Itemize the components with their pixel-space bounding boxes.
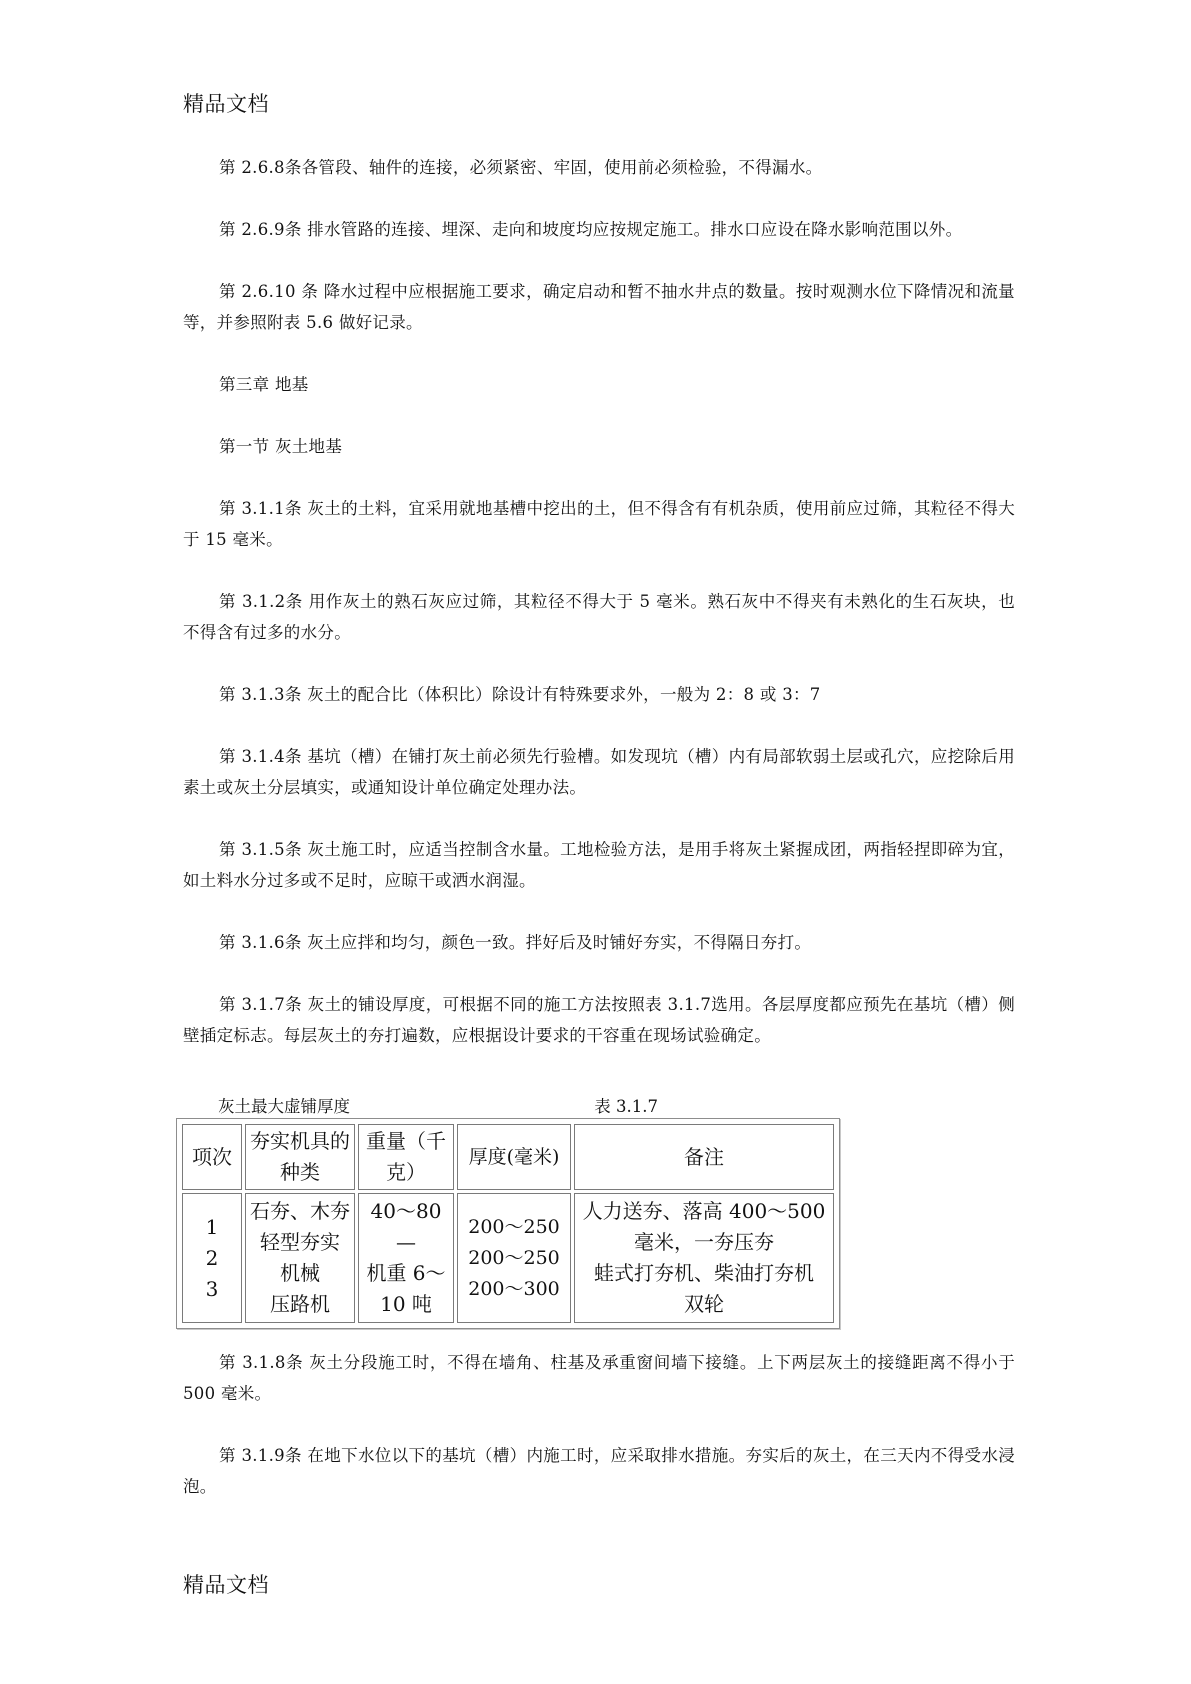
table-row	[182, 1193, 834, 1323]
table-header-row	[182, 1124, 834, 1190]
header-notes: 备注	[574, 1124, 834, 1190]
notes-line-3: 蛙式打夯机、柴油打夯机	[594, 1261, 814, 1285]
section-heading: 第一节 灰土地基	[219, 437, 343, 456]
paragraph-3-1-7: 第 3.1.7条 灰土的铺设厚度，可根据不同的施工方法按照表 3.1.7选用。各层厚度都应预先在基坑（槽）侧壁插定标志。每层灰土的夯打遍数，应根据设计要求的干容重在现场试验确定。	[183, 995, 1015, 1045]
table-title: 灰土最大虚铺厚度	[218, 1097, 350, 1116]
index-2: 2	[205, 1245, 219, 1270]
paragraph-3-1-6: 第 3.1.6条 灰土应拌和均匀，颜色一致。拌好后及时铺好夯实，不得隔日夯打。	[219, 933, 812, 952]
cell-notes	[574, 1193, 834, 1323]
weight-line-1: 40～80	[370, 1199, 442, 1223]
paragraph-3-1-9: 第 3.1.9条 在地下水位以下的基坑（槽）内施工时，应采取排水措施。夯实后的灰土，在三天内不得受水浸泡。	[183, 1446, 1015, 1496]
thickness-table	[179, 1121, 837, 1326]
table-number: 表 3.1.7	[594, 1097, 658, 1116]
paragraph-2-6-9: 第 2.6.9条 排水管路的连接、埋深、走向和坡度均应按规定施工。排水口应设在降水影响范围以外。	[219, 220, 963, 239]
tool-line-1: 石夯、木夯	[250, 1199, 350, 1223]
paragraph-3-1-2: 第 3.1.2条 用作灰土的熟石灰应过筛，其粒径不得大于 5 毫米。熟石灰中不得夹有未熟化的生石灰块，也不得含有过多的水分。	[183, 592, 1015, 642]
chapter-heading: 第三章 地基	[219, 375, 309, 394]
notes-line-2: 毫米，一夯压夯	[634, 1230, 774, 1254]
tool-line-3: 机械	[280, 1261, 320, 1285]
cell-weight	[358, 1193, 454, 1323]
paragraph-3-1-5: 第 3.1.5条 灰土施工时，应适当控制含水量。工地检验方法，是用手将灰土紧握成团，两指轻捏即碎为宜，如土料水分过多或不足时，应晾干或洒水润湿。	[183, 840, 1015, 890]
thickness-line-2: 200～250	[468, 1246, 560, 1269]
paragraph-3-1-4: 第 3.1.4条 基坑（槽）在铺打灰土前必须先行验槽。如发现坑（槽）内有局部软弱土层或孔穴，应挖除后用素土或灰土分层填实，或通知设计单位确定处理办法。	[183, 747, 1015, 797]
header-index: 项次	[182, 1124, 242, 1190]
table-frame	[176, 1118, 840, 1329]
cell-index	[182, 1193, 242, 1323]
thickness-line-3: 200～300	[468, 1277, 560, 1300]
thickness-line-1: 200～250	[468, 1215, 560, 1238]
table-caption	[218, 1093, 658, 1117]
cell-thickness	[457, 1193, 571, 1323]
paragraph-3-1-8: 第 3.1.8条 灰土分段施工时，不得在墙角、柱基及承重窗间墙下接缝。上下两层灰土的接缝距离不得小于 500 毫米。	[183, 1353, 1015, 1403]
page-header: 精品文档	[183, 92, 269, 116]
header-tool-type: 夯实机具的种类	[245, 1124, 355, 1190]
weight-line-2: —	[396, 1230, 416, 1254]
header-weight: 重量（千克）	[358, 1124, 454, 1190]
cell-tools	[245, 1193, 355, 1323]
paragraph-3-1-3: 第 3.1.3条 灰土的配合比（体积比）除设计有特殊要求外，一般为 2：8 或 3：7	[219, 685, 821, 704]
tool-line-4: 压路机	[270, 1292, 330, 1316]
notes-line-1: 人力送夯、落高 400～500	[582, 1199, 826, 1223]
header-thickness: 厚度(毫米)	[457, 1124, 571, 1190]
weight-line-3: 机重 6～	[366, 1261, 446, 1285]
tool-line-2: 轻型夯实	[260, 1230, 340, 1254]
notes-line-4: 双轮	[684, 1292, 724, 1316]
paragraph-2-6-8: 第 2.6.8条各管段、轴件的连接，必须紧密、牢固，使用前必须检验，不得漏水。	[219, 158, 823, 177]
page-footer: 精品文档	[183, 1573, 269, 1597]
paragraph-2-6-10: 第 2.6.10 条 降水过程中应根据施工要求，确定启动和暂不抽水井点的数量。按时观测水位下降情况和流量等，并参照附表 5.6 做好记录。	[183, 282, 1015, 332]
paragraph-3-1-1: 第 3.1.1条 灰土的土料，宜采用就地基槽中挖出的土，但不得含有有机杂质，使用前应过筛，其粒径不得大于 15 毫米。	[183, 499, 1015, 549]
index-1: 1	[205, 1214, 219, 1239]
weight-line-4: 10 吨	[380, 1292, 432, 1316]
document-body	[183, 152, 1015, 1082]
document-body-continued	[183, 1347, 1015, 1533]
index-3: 3	[205, 1276, 219, 1301]
